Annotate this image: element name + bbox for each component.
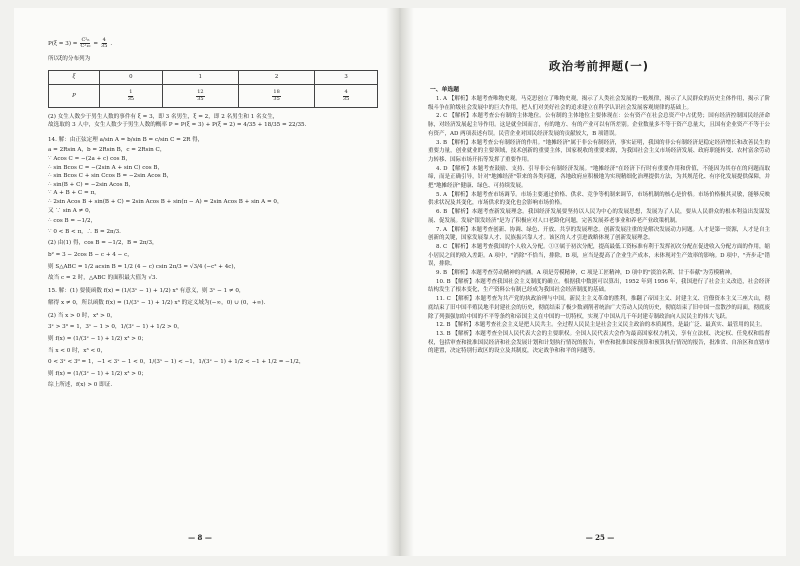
- solution-line: 综上所述，f(x) > 0 即证.: [48, 382, 113, 389]
- table-cell: 0: [100, 70, 163, 84]
- solution-line: (2) 由(1) 得，cos B = −1/2，B = 2π/3，: [48, 240, 158, 247]
- answer-list: [428, 95, 770, 356]
- answer-item: 7. A 【解析】本题考查创新、协调、绿色、开放、共享的发展理念。创新发展注重的是解决发展动力问题。人才是第一资源，人才是自主创新的关键，国家发展靠人才、民族振兴靠人才。该区的人才引进战略体现了创新发展理念。: [428, 226, 770, 242]
- page-number-left: — 8 —: [188, 533, 212, 542]
- answer-item: 4. D 【解析】本题考查鼓励、支持、引导非公有制经济发展。"地摊经济"在经济下行时有重要作用和价值，不能因为其存在的问题而取缔，而是正确引导，针对"地摊经济"带来的各类问题，各地政府应积极地为实现精细化治理提供方法，为其规范化、有序化发展提供保障，并把"地摊经济"健康、绿色、可持续发展。: [428, 165, 770, 190]
- table-row-head: ξ: [49, 70, 100, 84]
- frac-den: 35: [127, 95, 135, 102]
- solution-line: (2) 当 x > 0 时，x³ > 0，: [48, 312, 116, 319]
- table-cell: 3: [315, 70, 378, 84]
- answer-item: 3. B 【解析】本题考查公有制经济的作用。"地摊经济"属于非公有制经济，事实证明，我国的非公有制经济是稳定经济增长和改善民生的重要力量，创业就业的主要领域，技术创新的重要主体，国家税收的重要来源，为我国社会主义市场经济发展、政府职能转变、农村富余劳动力转移、国际市场开拓等发挥了重要作用。: [428, 139, 770, 163]
- answer-item: 10. B 【解析】本题考查我国社会主义制度的确立。根据我中数据可以算出，1952 年到 1956 年，我国进行了社会主义改造，社会经济结构发生了根本变化，生产资料公有制已经成为我国社会经济制度的基础。: [428, 278, 770, 294]
- frac-den: 35: [197, 95, 204, 102]
- table-cell: [162, 84, 238, 107]
- answer-item: 6. B 【解析】本题考查新发展理念。我国经济发展要坚持以人民为中心的发展思想，发展为了人民，要从人民群众的根本利益出发谋发展、促发展。发展"银发经济"是为了积极应对人口老龄化问题，完善发展养老事业和养老产业政策机制。: [428, 209, 770, 224]
- solution-line: ∴ sin Bcos C + sin Ccos B = −2sin Acos B，: [48, 173, 173, 180]
- solution-line: 当 x < 0 时，x³ < 0，: [48, 347, 107, 354]
- frac-den: 35: [342, 95, 350, 102]
- prob-eq: =: [93, 40, 99, 47]
- table-cell: [100, 84, 163, 107]
- frac-den: 35: [273, 95, 280, 102]
- solution-line: 14. 解：由正弦定理 a/sin A = b/sin B = c/sin C = 2R 得，: [48, 136, 204, 143]
- distribution-table: [48, 70, 378, 108]
- solution-line: 故当 c = 2 时，△ABC 的面积最大值为 √3.: [48, 275, 158, 282]
- solution-line: 则 f(x) = (1/(3ˣ − 1) + 1/2) x³ > 0；: [48, 336, 147, 343]
- frac-num: 18: [273, 89, 280, 96]
- table-row: [49, 70, 378, 84]
- solution-line: ∴ 2sin Acos B + sin(B + C) = 2sin Acos B + sin(π − A) = 2sin Acos B + sin A = 0，: [48, 198, 283, 205]
- book-spine: [386, 8, 414, 556]
- frac-den: C²₁₀: [80, 43, 91, 50]
- table-cell: 2: [238, 70, 314, 84]
- answer-item: 1. A 【解析】本题考查唯物史观。马克思创立了唯物史观，揭示了人类社会发展的一般规律，揭示了人民群众的历史主体作用，揭示了阶级斗争在阶级社会发展中的巨大作用，把人们对美好社会的追求建立在科学认识社会发展客观规律的基础上。: [428, 96, 770, 111]
- solution-line: a = 2Rsin A，b = 2Rsin B，c = 2Rsin C，: [48, 147, 166, 154]
- solution-line: (2) 女生人数少于男生人数的事件有 ξ = 3，即 3 名男生，ξ = 2，即 2 名男生和 1 名女生，: [48, 113, 279, 120]
- solution-line: ∵ 0 < B < π，∴ B = 2π/3.: [48, 228, 121, 235]
- answer-item: 2. C 【解析】本题考查公有制的主体地位。公有制的主体地位主要体现在：公有资产在社会总资产中占优势；国有经济控制国民经济命脉，对经济发展起主导作用。这是就全国而言，有的地方、有的产业可以有所差别。企业数量多不等于资产总量大，且国有企业资产不等于公有资产，AD 两项表述有误。民营企业对国民经济发展的贡献较大，B 项错误。: [428, 113, 770, 137]
- answer-item: 12. B 【解析】本题考查社会主义是把人民共主。全过程人民民主是社会主义民主政治的本质属性，是最广泛、最真实、最管用的民主。: [436, 322, 766, 329]
- frac-num: 4: [102, 37, 106, 43]
- solution-line: 则 f(x) = (1/(3ˣ − 1) + 1/2) x³ > 0；: [48, 370, 147, 377]
- solution-line: ∵ Acos C = −(2a + c) cos B，: [48, 155, 132, 162]
- prob-end: .: [110, 40, 113, 47]
- table-row: [49, 84, 378, 107]
- probability-line: [48, 38, 376, 50]
- solution-line: 0 < 3ˣ < 3⁰ = 1，−1 < 3ˣ − 1 < 0，1/(3ˣ − 1) < −1，1/(3ˣ − 1) + 1/2 < −1 + 1/2 = −1/2，: [48, 359, 305, 366]
- prob-fraction-1: [80, 38, 90, 50]
- solution-lines: [48, 113, 376, 390]
- solution-line: 解得 x ≠ 0，所以函数 f(x) = (1/(3ˣ − 1) + 1/2) x³ 的定义域为(−∞，0) ∪ (0，+∞).: [48, 300, 266, 307]
- table-cell: [315, 84, 378, 107]
- answer-item: 8. C 【解析】本题考查我国的个人收入分配。①③属于初次分配，提高最低工资标准有利于发挥初次分配在促进收入分配方面的作用，缩小居民之间的收入差距。A 项中，"消除"不恰当，排除。B 项，应当是提高了企业生产成本，未体现对生产效率的影响。D 项中，"齐步走"错误，排除。: [428, 243, 770, 268]
- prob-fraction-2: [101, 38, 107, 50]
- table-cell: [238, 84, 314, 107]
- solution-line: ∵ A + B + C = π，: [48, 190, 100, 197]
- left-page: [14, 8, 386, 556]
- table-row-head: P: [49, 84, 100, 107]
- solution-line: ∴ cos B = −1/2，: [48, 218, 97, 225]
- frac-num: 4: [344, 89, 348, 96]
- dist-intro: 所以ξ的分布列为: [48, 56, 91, 63]
- solution-line: 15. 解：(1) 要使函数 f(x) = (1/(3ˣ − 1) + 1/2) x³ 有意义，则 3ˣ − 1 ≠ 0，: [48, 287, 245, 294]
- solution-line: 又 ∵ sin A ≠ 0，: [48, 207, 95, 214]
- answer-item: 13. B 【解析】本题考查全国人民代表大会的主要职权。全国人民代表大会作为最高国家权力机关，享有立法权、决定权、任免权和监督权，包括审查和批准国民经济和社会发展计划和计划执行情况的报告，审查和批准国家预算和预算执行情况的报告，批准省、自治区和直辖市的建置，决定特别行政区的设立及其制度，决定战争和和平的问题等。: [428, 330, 770, 355]
- solution-line: b² = 3 − 2cos B − c + 4 − c，: [48, 251, 133, 258]
- right-page: [414, 8, 786, 556]
- solution-line: 3ˣ > 3⁰ = 1，3ˣ − 1 > 0，1/(3ˣ − 1) + 1/2 > 0，: [48, 324, 183, 331]
- frac-num: 12: [197, 89, 204, 96]
- solution-line: ∴ sin(B + C) = −2sin Acos B，: [48, 181, 135, 188]
- frac-num: 1: [129, 89, 133, 96]
- frac-den: 35: [101, 43, 108, 50]
- page-number-right: — 25 —: [585, 533, 615, 542]
- prob-prefix: P(ξ = 3) =: [48, 40, 78, 47]
- section-heading: 一、单选题: [430, 87, 459, 93]
- solution-line: 故选取的 3 人中，女生人数少于男生人数的概率 P = P(ξ = 3) + P(ξ = 2) = 4/35 + 18/35 = 22/35.: [48, 122, 307, 129]
- solution-line: ∴ sin Bcos C = −(2sin A + sin C) cos B，: [48, 164, 164, 171]
- frac-num: C²₆: [81, 37, 90, 43]
- page-title: 政治考前押题(一): [548, 59, 649, 73]
- table-cell: 1: [162, 70, 238, 84]
- solution-line: 则 S△ABC = 1/2 acsin B = 1/2 (4 − c) csin 2π/3 = √3/4 (−c² + 4c)，: [48, 263, 240, 270]
- answer-item: 5. A 【解析】本题考查市场调节。市场主要通过价格、供求、竞争等机制来调节，市场机制的核心是价格。市场价格极其灵敏，能够反映供求状况及其变化，市场供求的变化也会影响市场价格。: [428, 191, 770, 207]
- answer-item: 9. B 【解析】本题考查劳动精神的内涵。A 项是劳模精神，C 项是工匠精神，D 项中的"淡泊名利、甘于奉献"为劳模精神。: [436, 270, 736, 277]
- answer-item: 11. C 【解析】本题考查为共产党的执政治理与中国。新民主主义革命的胜利，推翻了帝国主义、封建主义、官僚资本主义三座大山，彻底结束了旧中国半殖民地半封建社会的历史，彻底结束了极少数剥削者统治广大劳动人民的历史，彻底结束了旧中国一盘散沙的局面，彻底废除了列强强加给中国的不平等条约和帝国主义在中国的一切特权，实现了中国从几千年封建专制政治向人民民主的伟大飞跃。: [428, 296, 770, 320]
